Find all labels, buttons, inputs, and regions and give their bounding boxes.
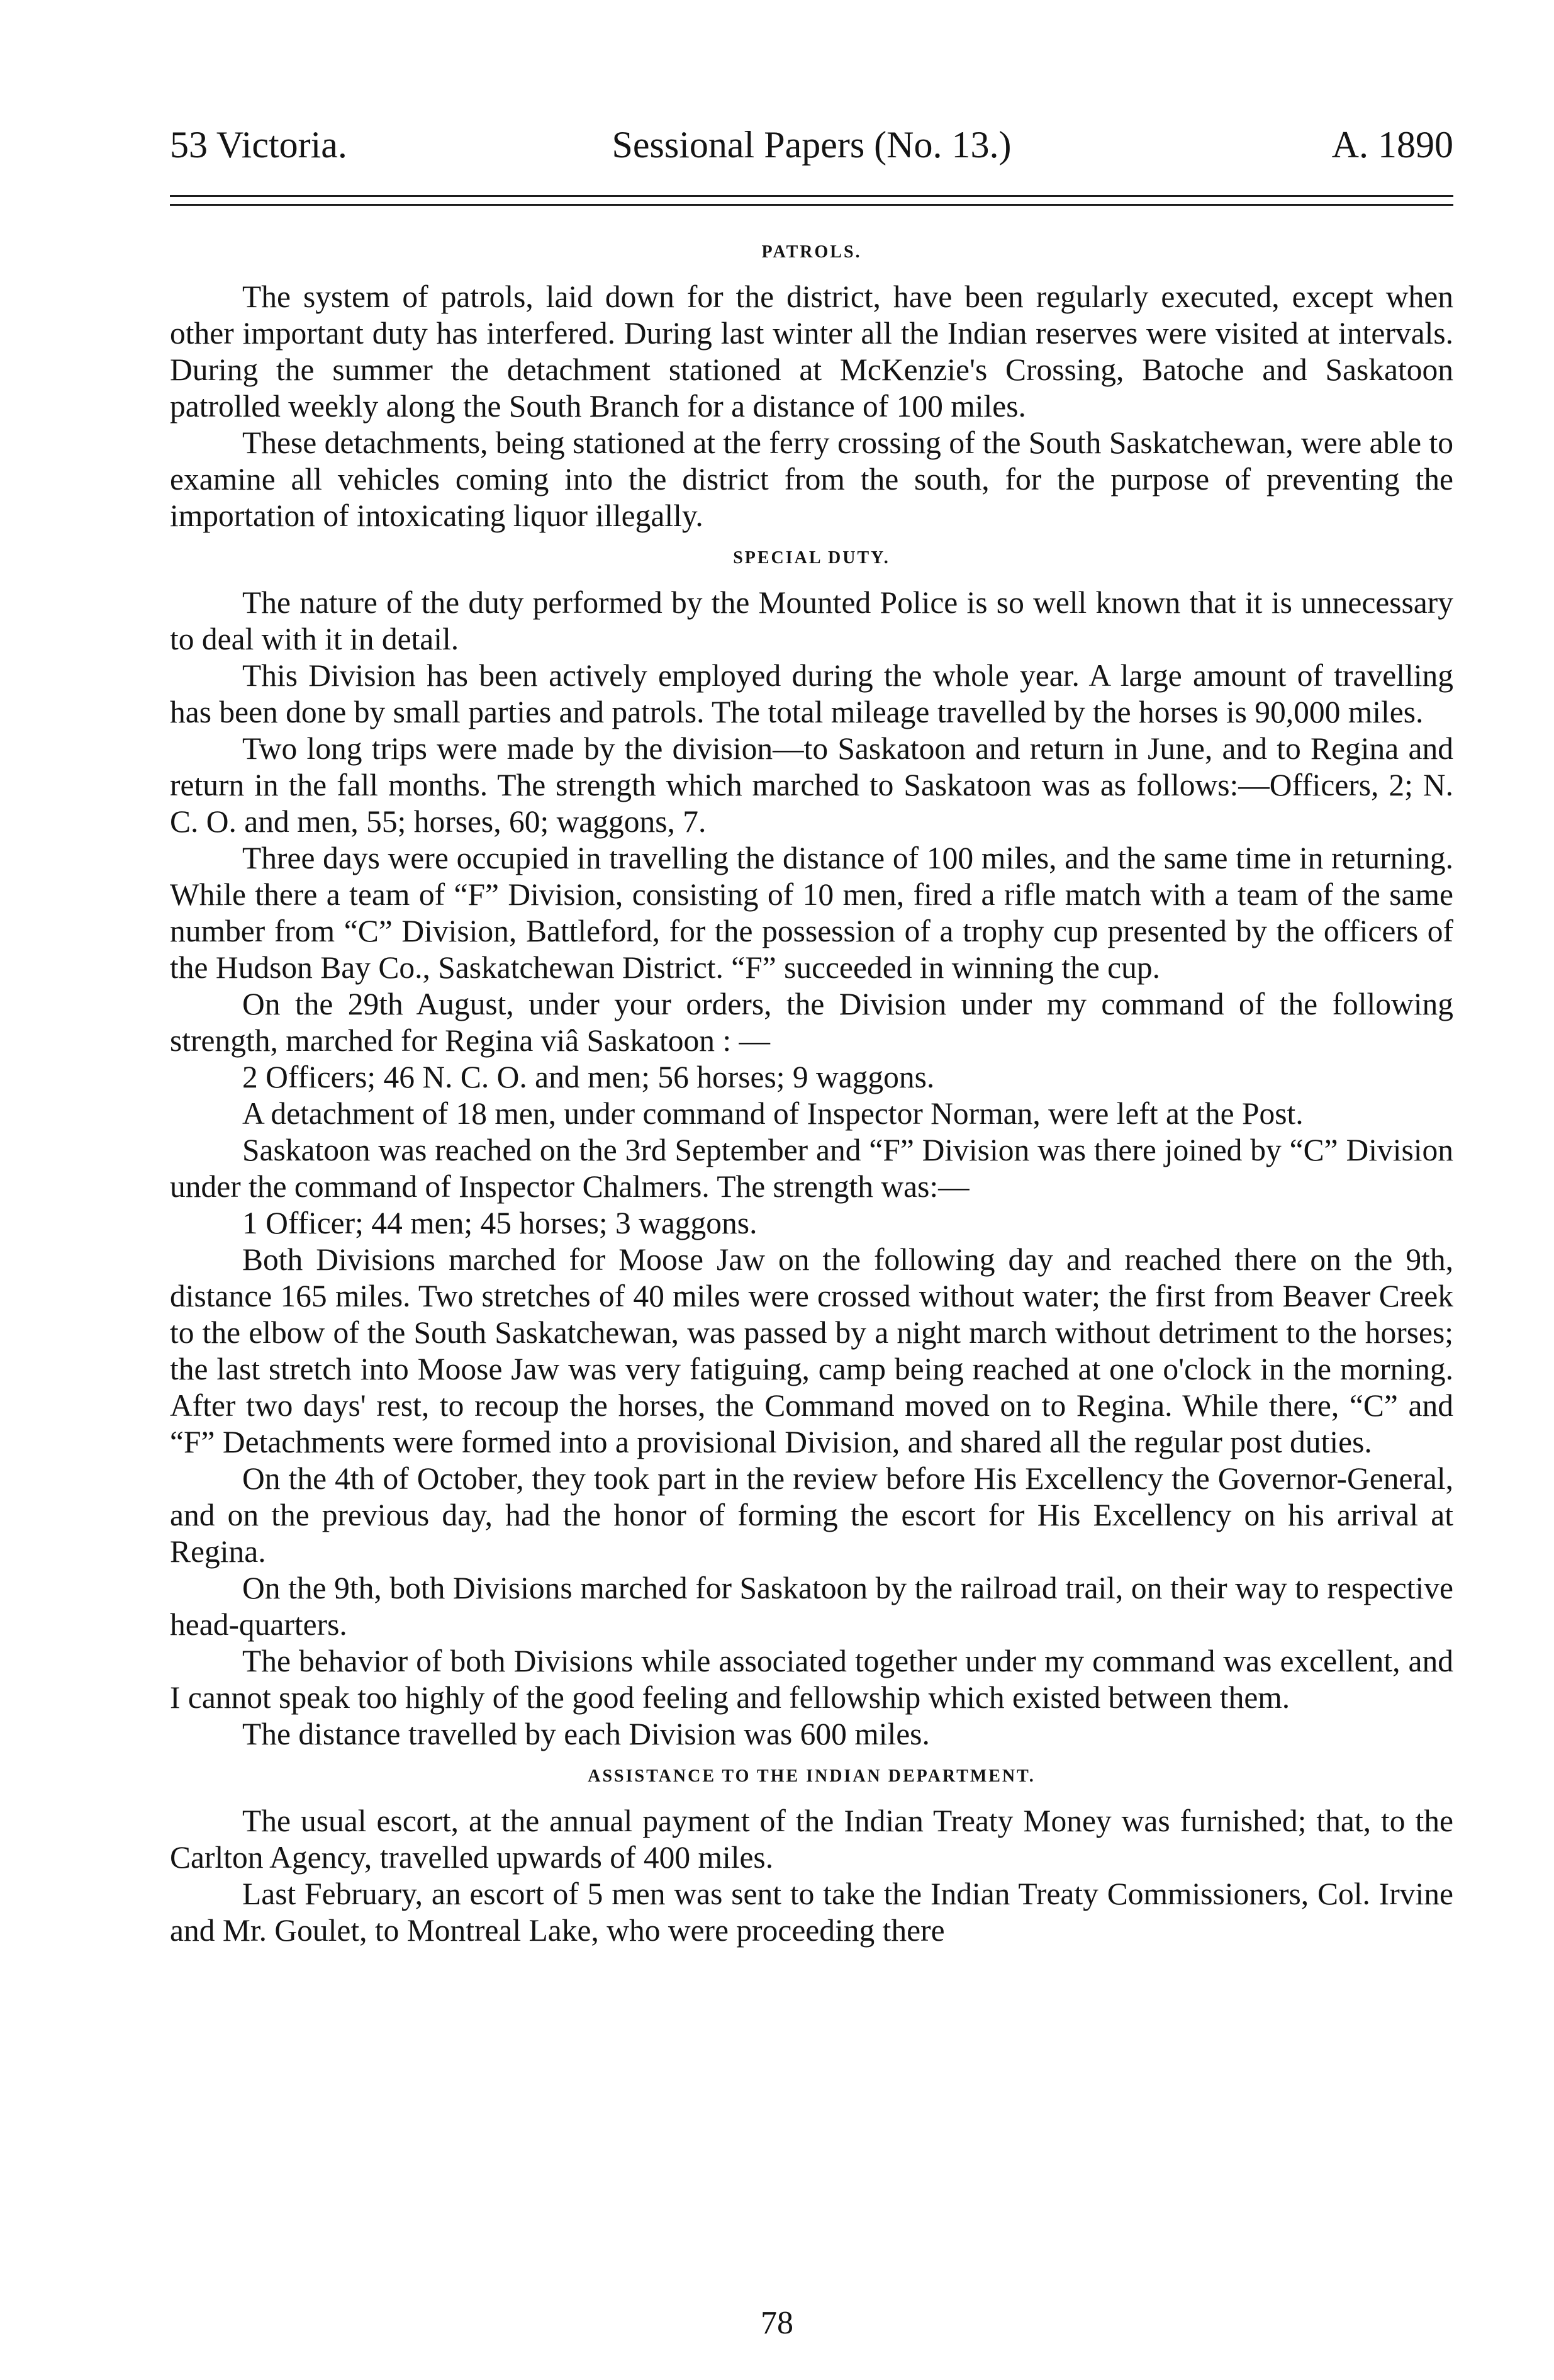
paragraph: Two long trips were made by the division—to Saskatoon and return in June, and to Regina and return in the fall months. The strength which marched to Saskatoon was as follows:—Officers, 2; N. C. O. and men, 55; horses, 60; waggons, 7. bbox=[170, 731, 1453, 839]
paragraph: The behavior of both Divisions while associated together under my command was excellent, and I cannot speak too highly of the good feeling and fellowship which existed between them. bbox=[170, 1644, 1453, 1715]
section-patrols bbox=[170, 242, 1453, 534]
paragraph: Saskatoon was reached on the 3rd September and “F” Division was there joined by “C” Division under the command of Inspector Chalmers. The strength was:— bbox=[170, 1133, 1453, 1204]
paragraph: The system of patrols, laid down for the district, have been regularly executed, except when other important duty has interfered. During last winter all the Indian reserves were visited at intervals. During the summer the detachment stationed at McKenzie's Crossing, Batoche and Saskatoon patrolled weekly along the South Branch for a distance of 100 miles. bbox=[170, 279, 1453, 424]
paragraph: On the 4th of October, they took part in the review before His Excellency the Governor-General, and on the previous day, had the honor of forming the escort for His Excellency on his arrival at Regina. bbox=[170, 1461, 1453, 1569]
header-rule-bottom bbox=[170, 204, 1453, 206]
section-title: SPECIAL DUTY. bbox=[733, 548, 890, 568]
paragraph: The distance travelled by each Division was 600 miles. bbox=[242, 1717, 930, 1751]
section-title: ASSISTANCE TO THE INDIAN DEPARTMENT. bbox=[588, 1766, 1036, 1786]
strength-line: 1 Officer; 44 men; 45 horses; 3 waggons. bbox=[242, 1206, 757, 1240]
paragraph: This Division has been actively employed during the whole year. A large amount of travelling has been done by small parties and patrols. The total mileage travelled by the horses is 90,000 miles. bbox=[170, 658, 1453, 729]
paragraph: The usual escort, at the annual payment of the Indian Treaty Money was furnished; that, to the Carlton Agency, travelled upwards of 400 miles. bbox=[170, 1804, 1453, 1875]
page-number: 78 bbox=[761, 2305, 793, 2341]
paragraph: On the 9th, both Divisions marched for Saskatoon by the railroad trail, on their way to respective head-quarters. bbox=[170, 1571, 1453, 1642]
strength-line: 2 Officers; 46 N. C. O. and men; 56 horses; 9 waggons. bbox=[242, 1060, 935, 1094]
page-header bbox=[170, 116, 1453, 173]
paragraph: Both Divisions marched for Moose Jaw on the following day and reached there on the 9th, distance 165 miles. Two stretches of 40 miles were crossed without water; the first from Beaver Creek to the elbow of the South Saskatchewan, was passed by a night march without detriment to the horses; the last stretch into Moose Jaw was very fatiguing, camp being reached at one o'clock in the morning. After two days' rest, to recoup the horses, the Command moved on to Regina. While there, “C” and “F” Detachments were formed into a provisional Division, and shared all the regular post duties. bbox=[170, 1242, 1453, 1459]
paragraph: The nature of the duty performed by the Mounted Police is so well known that it is unnecessary to deal with it in detail. bbox=[170, 585, 1453, 656]
section-special-duty bbox=[170, 534, 1453, 1753]
header-title: Sessional Papers (No. 13.) bbox=[612, 124, 1012, 166]
paragraph: On the 29th August, under your orders, the Division under my command of the following strength, marched for Regina viâ Saskatoon : — bbox=[170, 987, 1453, 1058]
section-assistance-indian-department bbox=[170, 1753, 1453, 1949]
paragraph: A detachment of 18 men, under command of Inspector Norman, were left at the Post. bbox=[242, 1096, 1304, 1131]
paragraph: Three days were occupied in travelling the distance of 100 miles, and the same time in returning. While there a team of “F” Division, consisting of 10 men, fired a rifle match with a team of the same number from “C” Division, Battleford, for the possession of a trophy cup presented by the officers of the Hudson Bay Co., Saskatchewan District. “F” succeeded in winning the cup. bbox=[170, 841, 1453, 985]
paragraph: These detachments, being stationed at the ferry crossing of the South Saskatchewan, were able to examine all vehicles coming into the district from the south, for the purpose of preventing the importation of intoxicating liquor illegally. bbox=[170, 425, 1453, 533]
header-rule-top bbox=[170, 195, 1453, 197]
header-year: A. 1890 bbox=[1331, 124, 1453, 166]
page-body bbox=[170, 242, 1453, 1949]
section-title: PATROLS. bbox=[761, 242, 862, 262]
header-session: 53 Victoria. bbox=[170, 124, 347, 166]
paragraph: Last February, an escort of 5 men was sent to take the Indian Treaty Commissioners, Col. Irvine and Mr. Goulet, to Montreal Lake, who were proceeding there bbox=[170, 1877, 1453, 1948]
